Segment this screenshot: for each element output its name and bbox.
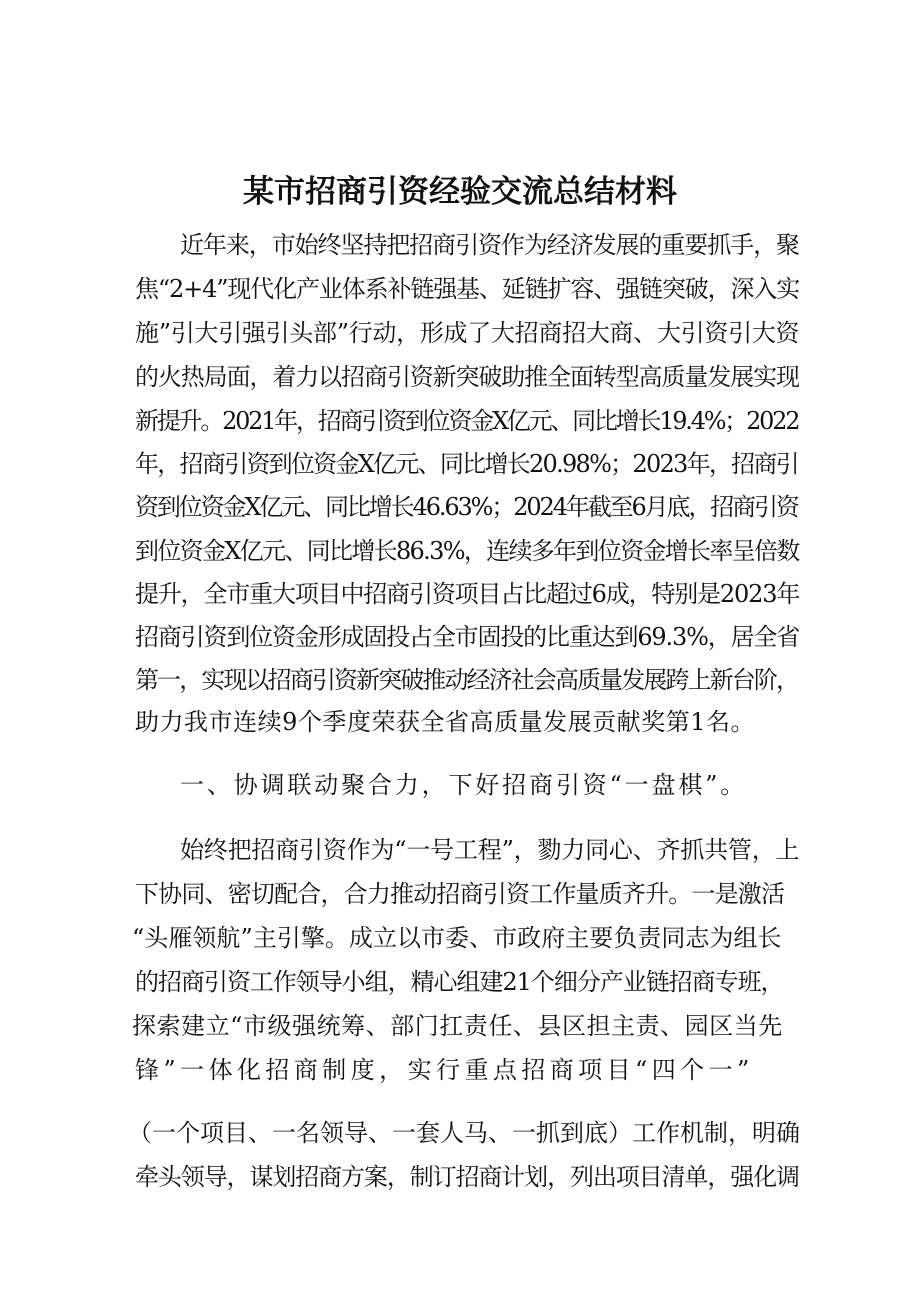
- section-line: “头雁领航”主引擎。成立以市委、市政府主要负责同志为组长: [132, 924, 782, 952]
- intro-line: 施”引大引强引头部”行动，形成了大招商招大商、大引资引大资: [135, 319, 800, 347]
- intro-line: 提升，全市重大项目中招商引资项目占比超过6成，特别是2023年: [135, 580, 800, 608]
- intro-line: 助力我市连续9个季度荣获全省高质量发展贡献奖第1名。: [135, 708, 756, 736]
- section-heading: 一、协调联动聚合力，下好招商引资“一盘棋”。: [180, 771, 748, 799]
- intro-line: 第一，实现以招商引资新突破推动经济社会高质量发展跨上新台阶，: [135, 666, 799, 694]
- intro-line: 近年来，市始终坚持把招商引资作为经济发展的重要抓手，聚: [180, 231, 799, 259]
- section-line: 锋”一体化招商制度，实行重点招商项目“四个一”: [135, 1056, 754, 1084]
- intro-line: 招商引资到位资金形成固投占全市固投的比重达到69.3%，居全省: [135, 623, 800, 651]
- section-line: 下协同、密切配合，合力推动招商引资工作量质齐升。一是激活: [135, 880, 785, 908]
- intro-line: 年，招商引资到位资金X亿元、同比增长20.98%；2023年，招商引: [135, 450, 798, 478]
- intro-line: 资到位资金X亿元、同比增长46.63%；2024年截至6月底，招商引资: [135, 493, 798, 521]
- section-line: 牵头领导，谋划招商方案，制订招商计划，列出项目清单，强化调: [135, 1163, 799, 1191]
- document-title: 某市招商引资经验交流总结材料: [243, 174, 677, 210]
- intro-line: 焦“2+4”现代化产业体系补链强基、延链扩容、强链突破，深入实: [135, 275, 800, 303]
- intro-line: 新提升。2021年，招商引资到位资金X亿元、同比增长19.4%；2022: [135, 407, 799, 435]
- intro-line: 的火热局面，着力以招商引资新突破助推全面转型高质量发展实现: [135, 363, 799, 391]
- section-line: 探索建立“市级强统筹、部门扛责任、县区担主责、园区当先: [132, 1012, 783, 1040]
- intro-line: 到位资金X亿元、同比增长86.3%，连续多年到位资金增长率呈倍数: [135, 537, 799, 565]
- section-line: 始终把招商引资作为“一号工程”，勠力同心、齐抓共管，上: [180, 836, 800, 864]
- section-line: （一个项目、一名领导、一套人马、一抓到底）工作机制，明确: [128, 1119, 800, 1147]
- section-line: 的招商引资工作领导小组，精心组建21个细分产业链招商专班，: [135, 968, 784, 996]
